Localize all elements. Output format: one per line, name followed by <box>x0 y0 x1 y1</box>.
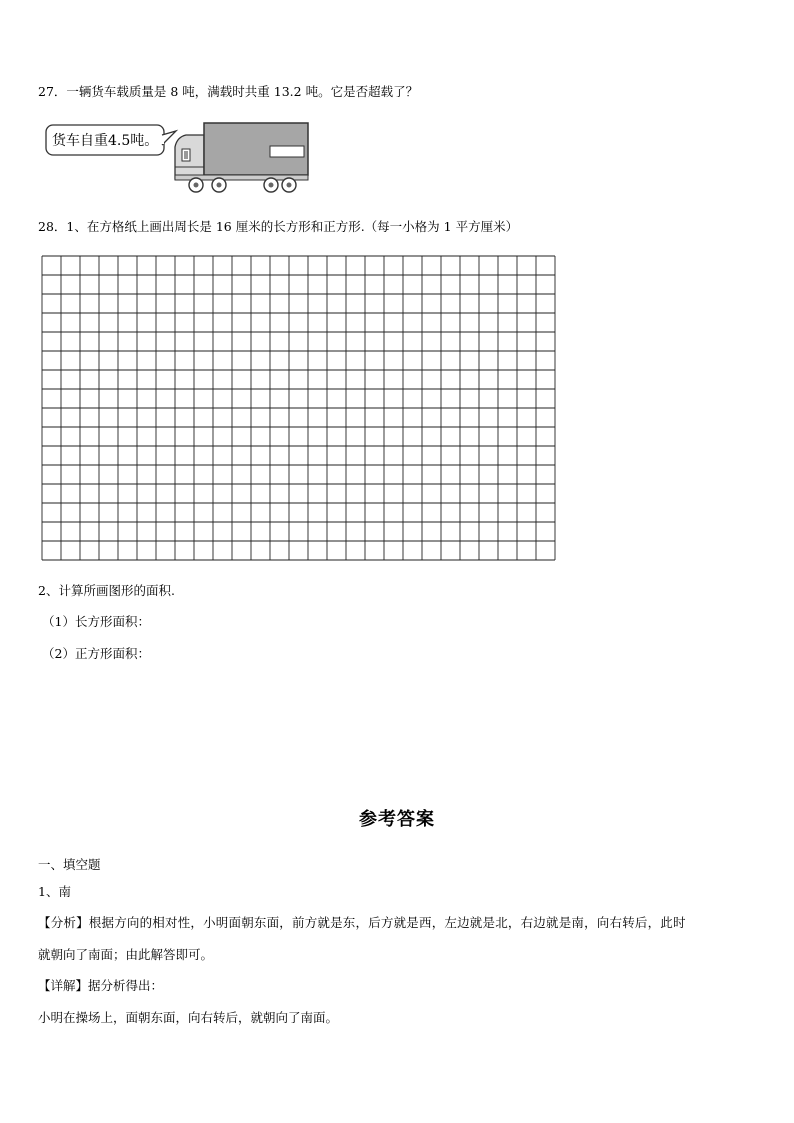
question-28: 28．1、在方格纸上画出周长是 16 厘米的长方形和正方形.（每一小格为 1 平方厘米） <box>38 219 519 234</box>
truck-illustration <box>44 119 314 197</box>
rectangle-area-prompt: （1）长方形面积： <box>42 614 150 629</box>
grid-svg <box>41 255 557 562</box>
bubble-text: 货车自重4.5吨。 <box>52 133 159 149</box>
square-area-prompt: （2）正方形面积： <box>42 646 150 661</box>
answer-1: 1、南 <box>38 884 71 899</box>
question-27: 27．一辆货车载质量是 8 吨，满载时共重 13.2 吨。它是否超载了？ <box>38 84 419 99</box>
answer-key-title: 参考答案 <box>359 809 435 830</box>
question-28-part-2: 2、计算所画图形的面积. <box>38 583 175 598</box>
square-grid-paper <box>41 255 557 566</box>
detail-heading: 【详解】据分析得出： <box>38 978 164 993</box>
analysis-line-1: 【分析】根据方向的相对性，小明面朝东面，前方就是东，后方就是西，左边就是北，右边就是南，向右转后，此时 <box>38 915 686 930</box>
truck-image <box>44 119 314 197</box>
analysis-line-2: 就朝向了南面；由此解答即可。 <box>38 947 214 962</box>
section-heading: 一、填空题 <box>38 857 101 872</box>
conclusion-text: 小明在操场上，面朝东面，向右转后，就朝向了南面。 <box>38 1010 339 1025</box>
